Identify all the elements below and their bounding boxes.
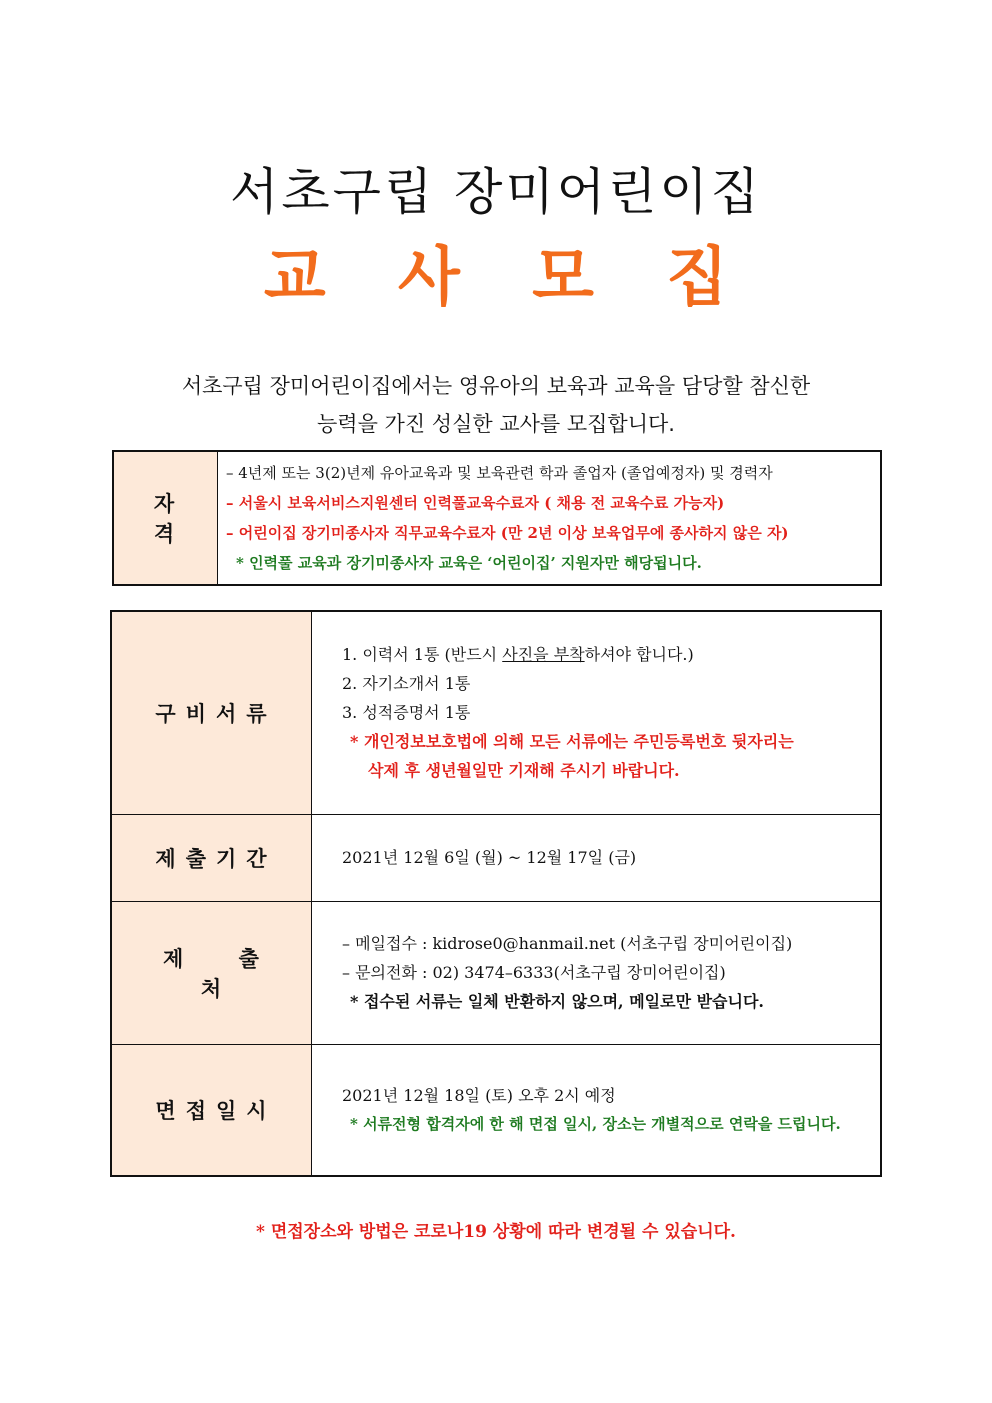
intro-line-1: 서초구립 장미어린이집에서는 영유아의 보육과 교육을 담당할 참신한	[181, 374, 811, 398]
qualification-note: * 인력풀 교육과 장기미종사자 교육은 ‘어린이집’ 지원자만 해당됩니다.	[236, 554, 702, 572]
interview-note: * 서류전형 합격자에 한 해 면접 일시, 장소는 개별적으로 연락을 드립니다.	[350, 1114, 841, 1133]
interview-value: 2021년 12월 18일 (토) 오후 2시 예정	[342, 1085, 616, 1105]
page-subtitle: 교 사 모 집	[263, 241, 729, 315]
qualification-line-2: – 서울시 보육서비스지원센터 인력풀교육수료자 ( 채용 전 교육수료 가능자)	[226, 494, 725, 512]
documents-item-2: 2. 자기소개서 1통	[342, 674, 471, 694]
submission-label: 제 출 처	[111, 901, 312, 1044]
documents-item-3: 3. 성적증명서 1통	[342, 703, 471, 723]
qualification-content	[218, 451, 882, 585]
recruitment-info-table	[110, 610, 882, 1177]
qualification-label: 자 격	[113, 451, 218, 585]
period-value: 2021년 12월 6일 (월) ~ 12월 17일 (금)	[312, 814, 882, 901]
qualification-line-1: – 4년제 또는 3(2)년제 유아교육과 및 보육관련 학과 졸업자 (졸업예정자) 및 경력자	[226, 464, 773, 482]
period-label: 제출기간	[111, 814, 312, 901]
submission-row	[111, 901, 881, 1044]
submission-phone: – 문의전화 : 02) 3474–6333(서초구립 장미어린이집)	[342, 963, 726, 982]
submission-content	[312, 901, 882, 1044]
documents-content	[312, 611, 882, 814]
documents-item-1	[342, 640, 866, 669]
page-title: 서초구립 장미어린이집	[230, 163, 762, 221]
documents-label: 구비서류	[111, 611, 312, 814]
submission-note: * 접수된 서류는 일체 반환하지 않으며, 메일로만 받습니다.	[350, 992, 764, 1011]
qualification-line-3: – 어린이집 장기미종사자 직무교육수료자 (만 2년 이상 보육업무에 종사하지 않은 자)	[226, 524, 789, 542]
documents-item-1-underlined: 사진을 부착	[502, 645, 585, 665]
period-row	[111, 814, 881, 901]
documents-note-2: 삭제 후 생년월일만 기재해 주시기 바랍니다.	[368, 761, 680, 781]
submission-email: – 메일접수 : kidrose0@hanmail.net (서초구립 장미어린이집)	[342, 934, 793, 953]
interview-label: 면접일시	[111, 1044, 312, 1176]
documents-item-1-suffix: 하셔야 합니다.)	[584, 645, 694, 665]
documents-note-1: * 개인정보보호법에 의해 모든 서류에는 주민등록번호 뒷자리는	[350, 732, 794, 752]
intro-line-2: 능력을 가진 성실한 교사를 모집합니다.	[317, 412, 675, 436]
interview-row	[111, 1044, 881, 1176]
footer-note: * 면접장소와 방법은 코로나19 상황에 따라 변경될 수 있습니다.	[256, 1222, 736, 1242]
intro-paragraph	[100, 367, 892, 443]
documents-row	[111, 611, 881, 814]
documents-item-1-prefix: 1. 이력서 1통 (반드시	[342, 645, 503, 665]
interview-content	[312, 1044, 882, 1176]
qualification-table	[112, 450, 882, 586]
